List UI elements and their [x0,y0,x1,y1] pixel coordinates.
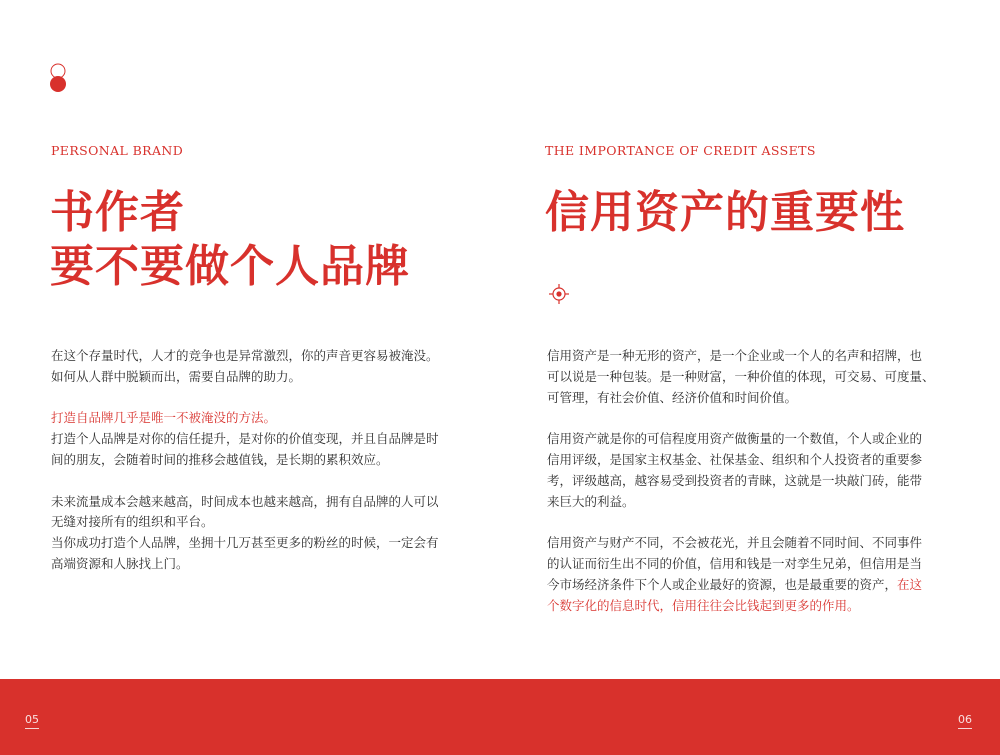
highlight-line: 个数字化的信息时代，信用往往会比钱起到更多的作用。 [547,597,860,613]
mixed-line-highlight: 在这 [897,576,923,592]
text-line: 在这个存量时代，人才的竞争也是异常激烈，你的声音更容易被淹没。 [51,348,439,363]
text-line: 无缝对接所有的组织和平台。 [51,514,214,530]
page-number-right: 06 [958,713,972,726]
left-kicker: PERSONAL BRAND [51,143,184,158]
right-paragraph-3 [547,533,952,616]
right-paragraph-2 [547,429,952,512]
text-line: 高端资源和人脉找上门。 [51,555,189,571]
left-body-text [51,346,461,596]
text-line: 来巨大的利益。 [547,493,635,509]
text-line: 信用资产就是你的可信程度用资产做衡量的一个数值，个人或企业的 [547,431,923,447]
page-number-left: 05 [25,713,39,726]
text-line: 考，评级越高，越容易受到投资者的青睐，这就是一块敲门砖，能带 [547,472,923,488]
text-line: 信用资产是一种无形的资产，是一个企业或一个人的名声和招牌，也 [547,348,923,363]
crosshair-target-icon [549,284,569,304]
right-body-text [547,346,952,637]
footer-band [0,679,1000,755]
text-line: 可管理，有社会价值、经济价值和时间价值。 [547,389,798,405]
text-line: 未来流量成本会越来越高，时间成本也越来越高，拥有自品牌的人可以 [51,493,439,509]
left-paragraph-2 [51,408,461,470]
text-line: 信用资产与财产不同，不会被花光，并且会随着不同时间、不同事件 [547,535,923,551]
text-line: 的认证而衍生出不同的价值，信用和钱是一对孪生兄弟，但信用是当 [547,555,923,571]
right-kicker: THE IMPORTANCE OF CREDIT ASSETS [545,143,816,158]
mixed-line-plain: 今市场经济条件下个人或企业最好的资源，也是最重要的资产， [547,576,898,592]
text-line: 打造个人品牌是对你的信任提升，是对你的价值变现，并且自品牌是时 [51,431,439,447]
page-number-underline-left [25,728,39,729]
left-paragraph-3 [51,492,461,575]
text-line: 信用评级，是国家主权基金、社保基金、组织和个人投资者的重要参 [547,451,923,467]
text-line: 可以说是一种包装。是一种财富，一种价值的体现，可交易、可度量、 [547,368,935,384]
highlight-line: 打造自品牌几乎是唯一不被淹没的方法。 [51,410,277,426]
text-line: 如何从人群中脱颖而出，需要自品牌的助力。 [51,368,302,384]
right-paragraph-1 [547,346,952,408]
mixed-line [547,575,952,596]
left-paragraph-1 [51,346,461,388]
two-circles-logo-icon [49,63,67,93]
left-headline-line2: 要不要做个人品牌 [50,241,410,292]
text-line: 当你成功打造个人品牌，坐拥十几万甚至更多的粉丝的时候，一定会有 [51,535,439,551]
text-line: 间的朋友，会随着时间的推移会越值钱，是长期的累积效应。 [51,451,389,467]
right-headline: 信用资产的重要性 [545,187,905,238]
page-number-underline-right [958,728,972,729]
left-headline-line1: 书作者 [50,187,185,238]
